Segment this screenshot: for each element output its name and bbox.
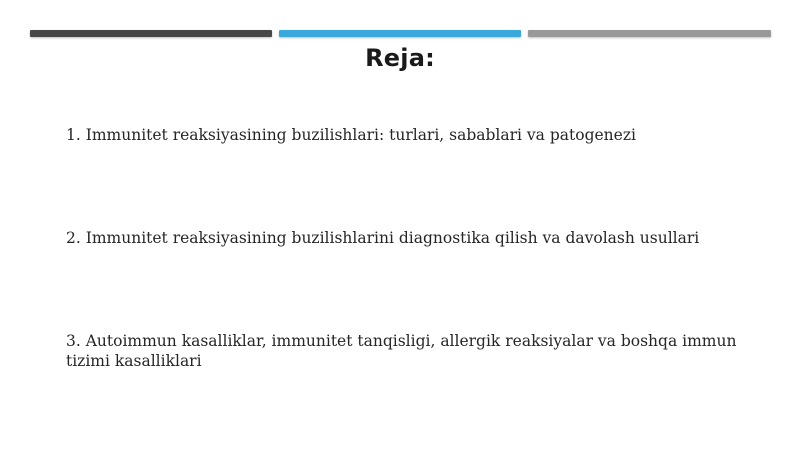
accent-bar-dark	[30, 30, 272, 37]
accent-bar-blue	[279, 30, 521, 37]
slide-title: Reja:	[365, 44, 435, 72]
agenda-item-2: 2. Immunitet reaksiyasining buzilishlarini diagnostika qilish va davolash usullari	[66, 229, 700, 247]
accent-bar-gray	[528, 30, 771, 37]
agenda-item-3: 3. Autoimmun kasalliklar, immunitet tanqisligi, allergik reaksiyalar va boshqa immun tizimi kasalliklari	[66, 332, 737, 370]
agenda-item-1: 1. Immunitet reaksiyasining buzilishlari: turlari, sabablari va patogenezi	[66, 126, 636, 144]
